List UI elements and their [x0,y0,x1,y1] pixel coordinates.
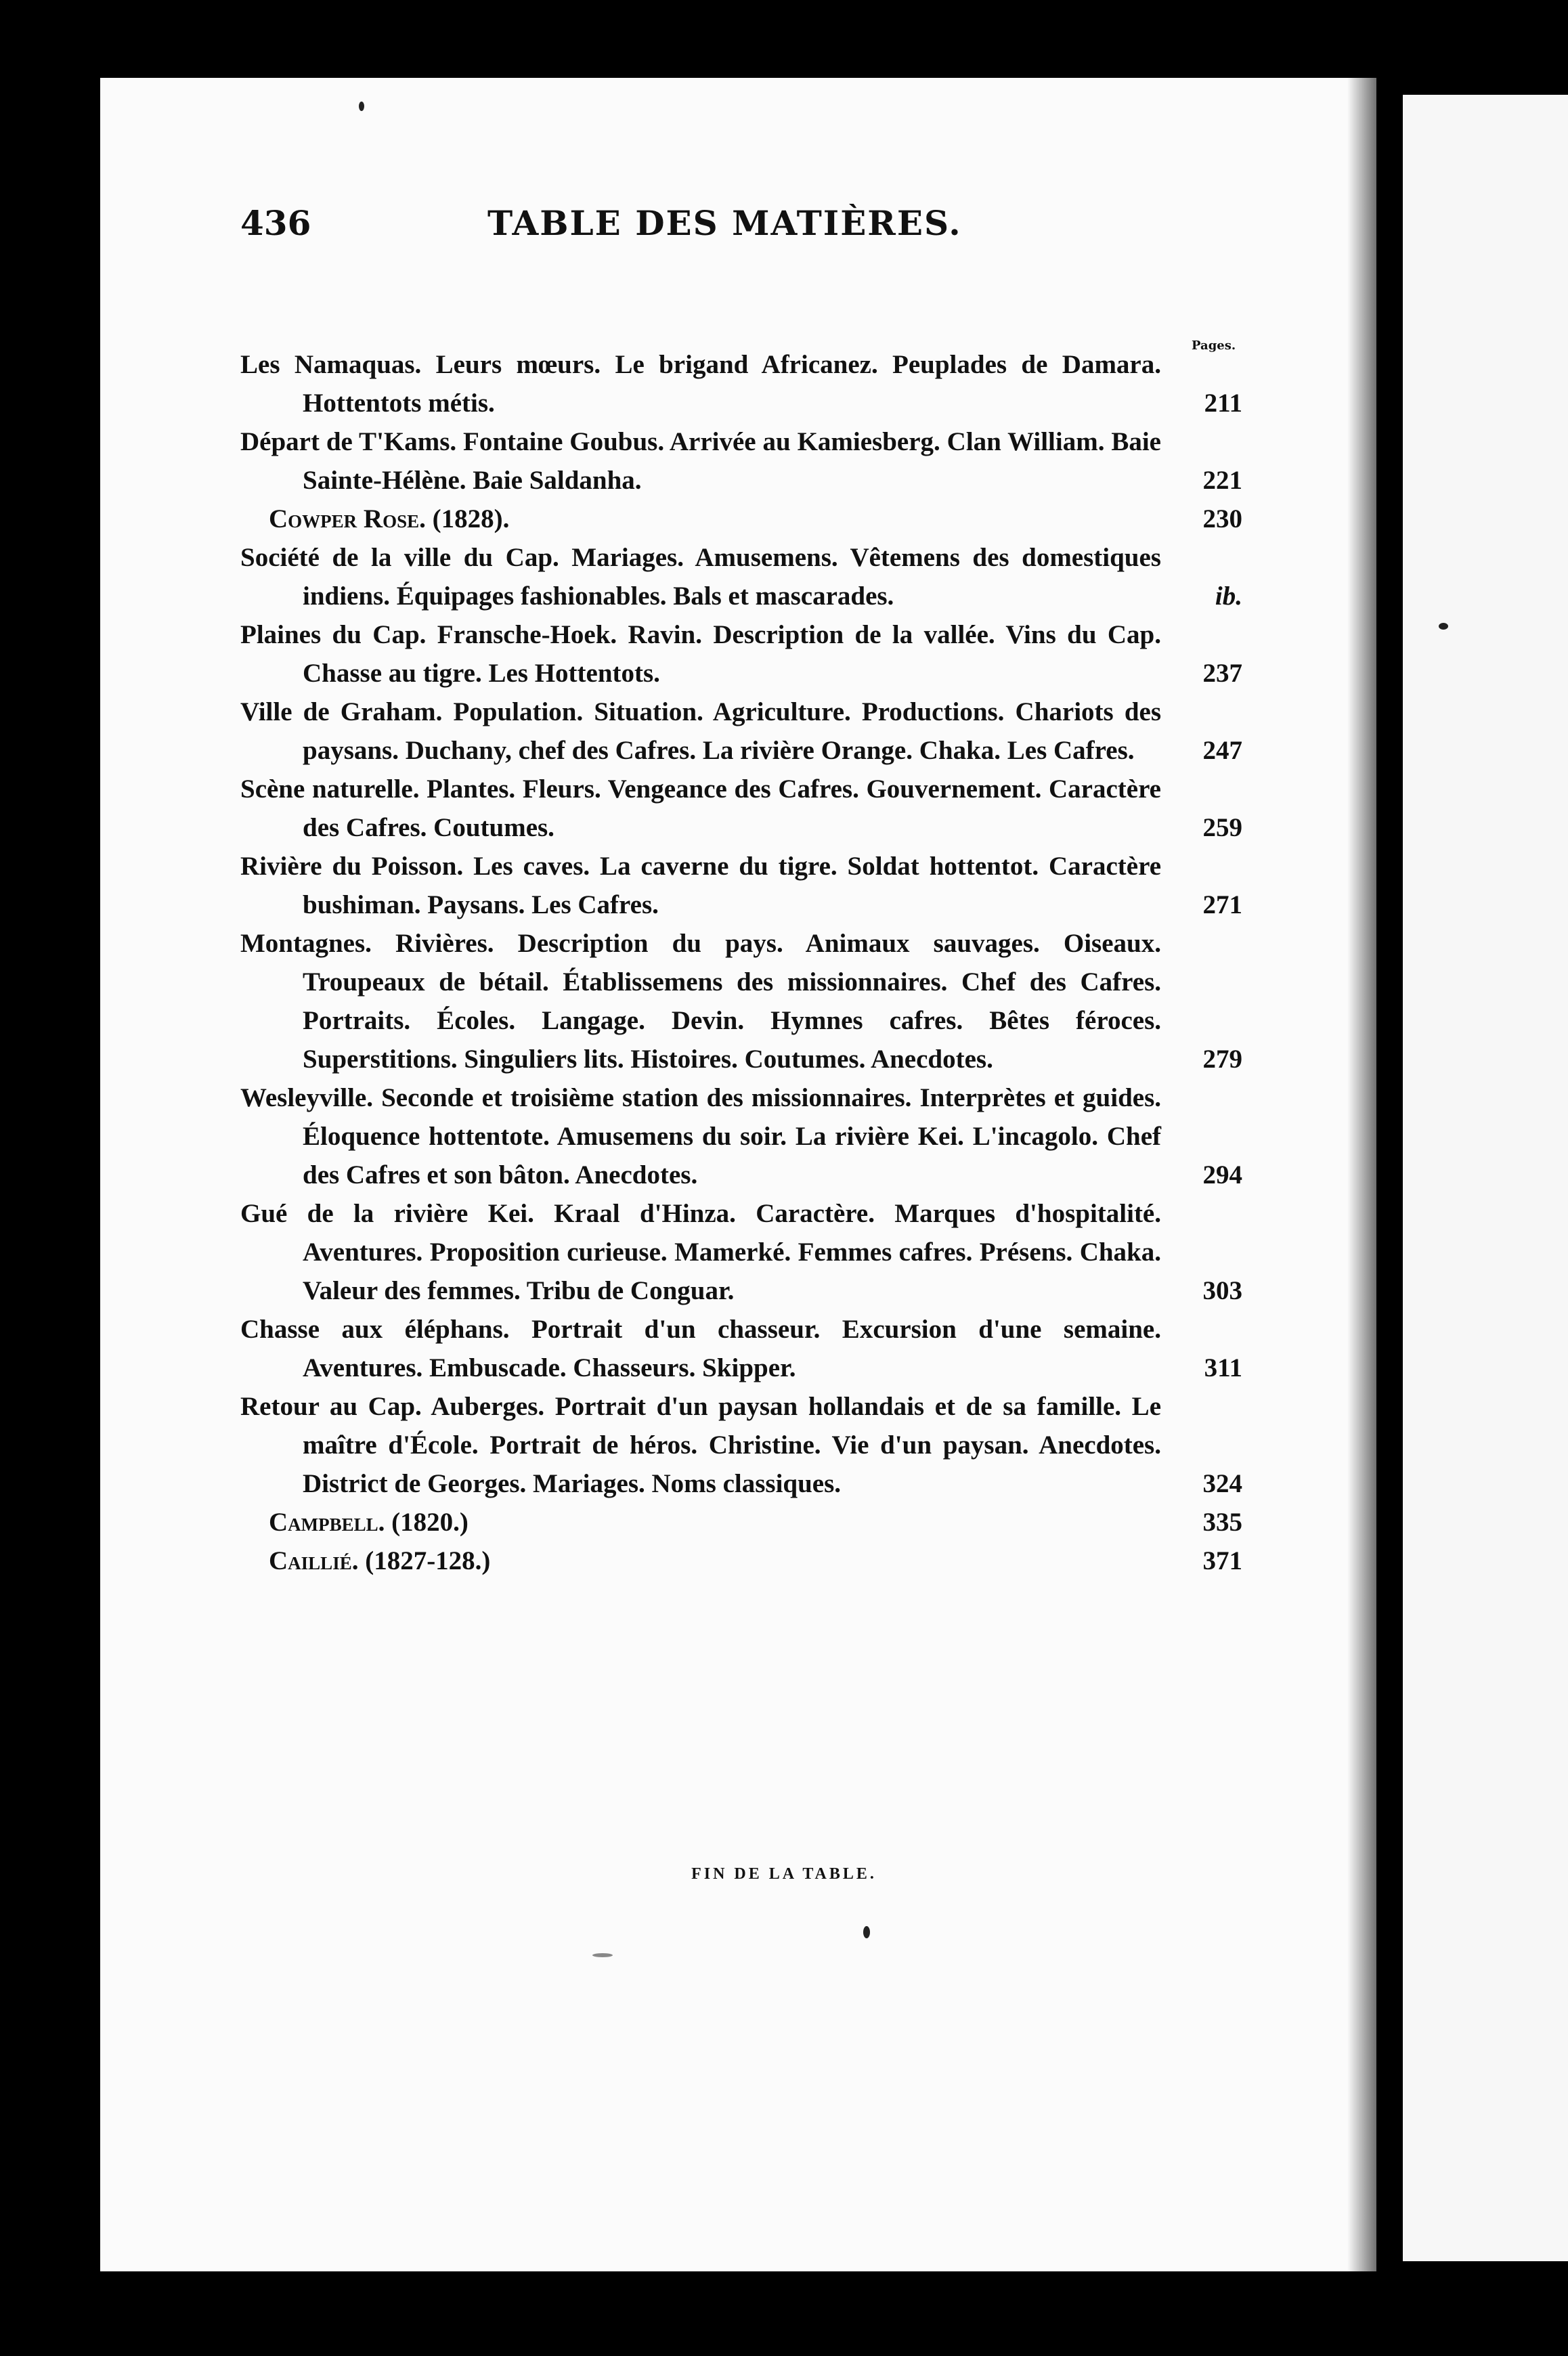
toc-entry-page: 324 [1202,1469,1242,1498]
toc-entry-page: 230 [1202,504,1242,533]
toc-entry-text: Cowper Rose. (1828). [269,504,510,533]
toc-entry [240,538,1242,615]
toc-entry [240,924,1242,1078]
toc-entry-text: Départ de T'Kams. Fontaine Goubus. Arrivée au Kamiesberg. Clan William. Baie Sainte-Hélène. Baie Saldanha. [240,427,1161,495]
page-header [240,203,1202,264]
gutter-shadow [1347,78,1395,2271]
toc-entry [240,1310,1242,1387]
print-speck [592,1953,613,1957]
toc-entry-text: Chasse aux éléphans. Portrait d'un chasseur. Excursion d'une semaine. Aventures. Embuscade. Chasseurs. Skipper. [240,1315,1161,1382]
toc-entry-page: 294 [1202,1160,1242,1190]
toc-entry-page: 271 [1202,890,1242,919]
toc-entry-text: Retour au Cap. Auberges. Portrait d'un paysan hollandais et de sa famille. Le maître d'École. Portrait de héros. Christine. Vie d'un paysan. Anecdotes. District de Georges. Mariages. Noms classiques. [240,1392,1161,1498]
toc-entry-page: 311 [1204,1353,1242,1382]
toc-author-entry [240,1542,1242,1580]
toc-entry-text: Ville de Graham. Population. Situation. Agriculture. Productions. Chariots des paysans. Duchany, chef des Cafres. La rivière Orange. Chaka. Les Cafres. [240,697,1161,765]
toc-entry [240,422,1242,500]
toc-author-entry [240,500,1242,538]
toc-entry [240,693,1242,770]
toc-entry [240,1387,1242,1503]
page-number: 436 [240,203,311,243]
table-of-contents [240,345,1242,1580]
toc-entry [240,1194,1242,1310]
toc-entry-page: 335 [1202,1508,1242,1537]
print-speck [863,1926,870,1938]
running-title: TABLE DES MATIÈRES. [487,203,962,243]
toc-entry-text: Wesleyville. Seconde et troisième station des missionnaires. Interprètes et guides. Éloquence hottentote. Amusemens du soir. La rivière Kei. L'incagolo. Chef des Cafres et son bâton. Anecdotes. [240,1083,1161,1190]
pages-column-label: Pages. [1192,339,1236,353]
toc-entry-page: 279 [1202,1045,1242,1074]
toc-entry [240,345,1242,422]
toc-entry-page: ib. [1215,582,1242,611]
toc-entry-text: Campbell. (1820.) [269,1508,469,1537]
toc-entry-text: Société de la ville du Cap. Mariages. Amusemens. Vêtemens des domestiques indiens. Équipages fashionables. Bals et mascarades. [240,543,1161,611]
print-speck [1439,623,1448,630]
toc-entry-text: Scène naturelle. Plantes. Fleurs. Vengeance des Cafres. Gouvernement. Caractère des Cafres. Coutumes. [240,775,1161,842]
toc-entry-text: Gué de la rivière Kei. Kraal d'Hinza. Caractère. Marques d'hospitalité. Aventures. Proposition curieuse. Mamerké. Femmes cafres. Présens. Chaka. Valeur des femmes. Tribu de Conguar. [240,1199,1161,1305]
facing-page-edge [1403,95,1568,2261]
toc-entry-text: Caillié. (1827-128.) [269,1546,491,1575]
toc-entry-page: 237 [1202,659,1242,688]
toc-entry-page: 211 [1204,389,1242,418]
toc-entry-page: 247 [1202,736,1242,765]
toc-entry-text: Rivière du Poisson. Les caves. La caverne du tigre. Soldat hottentot. Caractère bushiman. Paysans. Les Cafres. [240,852,1161,919]
toc-entry-page: 221 [1202,466,1242,495]
toc-entry-page: 303 [1202,1276,1242,1305]
toc-entry-text: Les Namaquas. Leurs mœurs. Le brigand Africanez. Peuplades de Damara. Hottentots métis. [240,350,1161,418]
toc-entry-page: 371 [1202,1546,1242,1575]
toc-entry [240,770,1242,847]
toc-author-entry [240,1503,1242,1542]
print-speck [359,102,364,111]
toc-entry [240,1078,1242,1194]
toc-entry-text: Plaines du Cap. Fransche-Hoek. Ravin. Description de la vallée. Vins du Cap. Chasse au tigre. Les Hottentots. [240,620,1161,688]
toc-entry-text: Montagnes. Rivières. Description du pays. Animaux sauvages. Oiseaux. Troupeaux de bétail. Établissemens des missionnaires. Chef des Cafres. Portraits. Écoles. Langage. Devin. Hymnes cafres. Bêtes féroces. Superstitions. Singuliers lits. Histoires. Coutumes. Anecdotes. [240,929,1161,1074]
end-of-table-footer: FIN DE LA TABLE. [691,1865,877,1883]
toc-entry [240,615,1242,693]
toc-entry [240,847,1242,924]
toc-entry-page: 259 [1202,813,1242,842]
